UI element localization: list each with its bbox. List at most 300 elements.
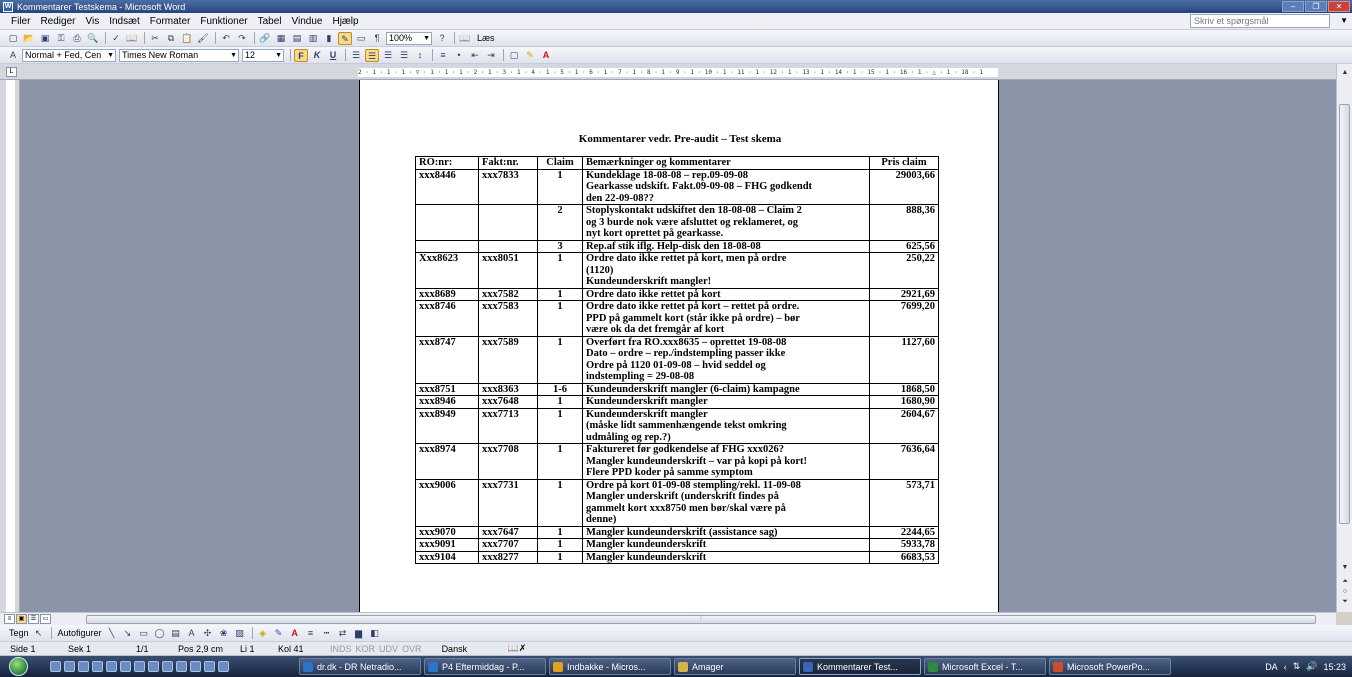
comment-line: Mangler kundeunderskrift (assistance sag) (586, 526, 778, 538)
cell-price[interactable]: 2244,65 (870, 526, 939, 539)
rectangle-icon[interactable]: ▭ (139, 627, 148, 638)
quicklaunch-icon[interactable] (148, 661, 159, 672)
standard-toolbar (0, 30, 1352, 47)
network-icon[interactable]: ⇅ (1292, 661, 1301, 671)
bold-button[interactable]: F (294, 49, 308, 62)
table-row (416, 169, 939, 205)
cell-price[interactable]: 7699,20 (870, 301, 939, 337)
table-row (416, 288, 939, 301)
cell-price[interactable]: 573,71 (870, 479, 939, 526)
help-icon[interactable]: ? (439, 32, 445, 43)
clipart-icon[interactable]: ❀ (219, 627, 228, 638)
taskbar-button[interactable] (924, 658, 1046, 675)
cell-ro[interactable]: xxx8751 (416, 383, 479, 396)
cell-claim[interactable]: 1 (538, 539, 583, 552)
taskbar-button-label: Microsoft Excel - T... (942, 661, 1023, 672)
tray-expand-icon[interactable]: ‹ (1283, 661, 1287, 672)
title-bar (0, 0, 1352, 13)
table-row (416, 383, 939, 396)
status-page: Side 1 (10, 643, 36, 654)
print-layout-icon[interactable]: ▣ (16, 614, 27, 624)
cell-fakt[interactable]: xxx8051 (479, 253, 538, 289)
comment-line: Overført fra RO.xxx8635 – oprettet 19-08-08 (586, 336, 787, 348)
toolbar-separator (252, 627, 253, 639)
tray-clock[interactable]: 15:23 (1323, 661, 1346, 672)
comment-line: Ordre på kort 01-09-08 stempling/rekl. 11-09-08 (586, 479, 801, 491)
cell-price[interactable]: 1680,90 (870, 396, 939, 409)
toolbar-separator (105, 32, 106, 44)
menu-tabel[interactable]: Tabel (257, 15, 282, 27)
taskbar-button[interactable] (424, 658, 546, 675)
cell-comment[interactable] (583, 444, 870, 480)
cell-fakt[interactable]: xxx7648 (479, 396, 538, 409)
cell-comment[interactable] (583, 383, 870, 396)
taskbar-button[interactable] (1049, 658, 1171, 675)
comment-line: nyt kort oprettet på gearkasse. (586, 228, 724, 239)
numbering-icon[interactable]: ≡ (440, 49, 446, 60)
drawing-toolbar (0, 625, 1352, 642)
window-title: Kommentarer Testskema - Microsoft Word (17, 1, 186, 12)
comment-line: Stoplyskontakt udskiftet den 18-08-08 – Claim 2 (586, 205, 802, 216)
comment-line: og 3 burde nok være afsluttet og reklameret, og (586, 216, 799, 228)
print-preview-icon[interactable]: 🔍 (87, 32, 99, 43)
quicklaunch-icon[interactable] (106, 661, 117, 672)
copy-icon[interactable]: ⧉ (167, 32, 175, 43)
menu-filer[interactable]: Filer (11, 15, 31, 27)
cell-ro[interactable] (416, 240, 479, 253)
style-select[interactable] (22, 49, 116, 62)
scroll-thumb[interactable] (1339, 104, 1350, 524)
vertical-scrollbar[interactable] (1336, 64, 1352, 612)
new-document-icon[interactable]: ▢ (8, 32, 18, 43)
status-mode-trk[interactable]: KOR (355, 643, 376, 654)
quicklaunch-icon[interactable] (204, 661, 215, 672)
diagram-icon[interactable]: ✣ (203, 627, 212, 638)
status-column: Kol 41 (278, 643, 304, 654)
menu-vis[interactable]: Vis (85, 15, 100, 27)
ruler-scale: 2 · 1 · 1 · 1 · ▽ · 1 · 1 · 1 · 2 · 1 · 3 · 1 · 4 · 1 · 5 · 1 · 6 · 1 · 7 · 1 · 8 · 1 · 9 · 1 · 10 · 1 · 11 · 1 · 12 · 1 · 13 · 1 · 14 · 1 · 15 · 1 · 16 · 1 · △ · 1 · 18 · 1 (358, 68, 998, 77)
redo-icon[interactable]: ↷ (238, 32, 246, 43)
cell-fakt[interactable]: xxx8363 (479, 383, 538, 396)
font-size-select[interactable] (242, 49, 284, 62)
hyperlink-icon[interactable]: 🔗 (259, 32, 271, 43)
comment-line: Kundeunderskrift mangler (586, 408, 708, 420)
cell-ro[interactable]: xxx8746 (416, 301, 479, 337)
quicklaunch-icon[interactable] (176, 661, 187, 672)
cell-price[interactable]: 625,56 (870, 240, 939, 253)
menu-hjaelp[interactable]: Hjælp (332, 15, 359, 27)
app-icon (553, 662, 563, 672)
cell-comment[interactable] (583, 408, 870, 444)
table-row (416, 336, 939, 383)
cell-fakt[interactable]: xxx7647 (479, 526, 538, 539)
previous-page-icon[interactable]: ⏶ (1342, 578, 1348, 585)
taskbar-button-label: dr.dk - DR Netradio... (317, 661, 402, 672)
toolbar-separator (454, 32, 455, 44)
comment-line: Faktureret før godkendelse af FHG xxx026? (586, 444, 785, 455)
cell-comment[interactable] (583, 526, 870, 539)
cell-fakt[interactable]: xxx7583 (479, 301, 538, 337)
print-icon[interactable]: ⎙ (73, 32, 81, 43)
cell-claim[interactable]: 1 (538, 551, 583, 564)
taskbar-button-label: Indbakke - Micros... (567, 661, 646, 672)
windows-orb-icon (9, 657, 28, 676)
quicklaunch-icon[interactable] (162, 661, 173, 672)
fill-color-icon[interactable]: ◈ (259, 627, 267, 638)
font-color-icon[interactable]: A (542, 49, 550, 60)
quicklaunch-icon[interactable] (120, 661, 131, 672)
status-pages: 1/1 (136, 643, 149, 654)
draw-menu-button[interactable]: Tegn (9, 628, 29, 638)
comment-line: indstempling = 29-08-08 (586, 371, 695, 382)
table-row (416, 240, 939, 253)
wordart-icon[interactable]: A (188, 627, 195, 638)
cell-fakt[interactable] (479, 240, 538, 253)
cell-claim[interactable]: 1 (538, 408, 583, 444)
cell-fakt[interactable]: xxx7833 (479, 169, 538, 205)
app-icon (803, 662, 813, 672)
menu-formater[interactable]: Formater (149, 15, 191, 27)
chevron-down-icon: ▼ (275, 51, 282, 59)
cell-comment[interactable] (583, 288, 870, 301)
cell-price[interactable]: 2921,69 (870, 288, 939, 301)
status-mode-ext[interactable]: UDV (379, 643, 399, 654)
minimize-button[interactable]: – (1282, 1, 1304, 12)
view-buttons (4, 614, 51, 624)
justify-icon[interactable]: ☰ (399, 49, 409, 60)
highlight-icon[interactable]: ✎ (526, 49, 534, 60)
cell-comment[interactable] (583, 240, 870, 253)
quicklaunch-icon[interactable] (64, 661, 75, 672)
header-comments: Bemærkninger og kommentarer (583, 157, 870, 170)
table-row (416, 408, 939, 444)
status-bar (0, 642, 1352, 656)
cell-ro[interactable]: xxx9070 (416, 526, 479, 539)
comment-line: Ordre dato ikke rettet på kort – rettet på ordre. (586, 301, 800, 312)
quicklaunch-icon[interactable] (218, 661, 229, 672)
formatting-toolbar (0, 47, 1352, 64)
table-row (416, 551, 939, 564)
close-button[interactable]: ✕ (1328, 1, 1350, 12)
line-icon[interactable]: ╲ (108, 627, 115, 638)
research-icon[interactable]: 📖 (126, 32, 138, 43)
normal-view-icon[interactable]: ≡ (4, 614, 15, 624)
insert-table-icon[interactable]: ▤ (292, 32, 302, 43)
select-objects-icon[interactable]: ↖ (34, 627, 43, 638)
header-claim: Claim (538, 157, 583, 170)
cell-claim[interactable]: 1 (538, 444, 583, 480)
menu-funktioner[interactable]: Funktioner (200, 15, 248, 27)
line-spacing-icon[interactable]: ↕ (417, 49, 423, 60)
scroll-up-icon[interactable]: ▲ (1341, 69, 1349, 76)
style-value: Normal + Fed, Cen (25, 49, 102, 60)
open-folder-icon[interactable]: 📂 (23, 32, 35, 43)
comment-line: (måske lidt sammenhængende tekst omkring (586, 420, 787, 431)
quicklaunch-icon[interactable] (92, 661, 103, 672)
columns-icon[interactable]: ▮ (326, 32, 332, 43)
comment-line: Mangler kundeunderskrift (586, 551, 707, 563)
comment-line: denne) (586, 514, 617, 525)
line-color-icon[interactable]: ✎ (274, 627, 283, 638)
outline-view-icon[interactable]: ☰ (28, 614, 39, 624)
italic-button[interactable]: K (313, 49, 321, 60)
cell-ro[interactable]: xxx8446 (416, 169, 479, 205)
arrow-icon[interactable]: ↘ (123, 627, 132, 638)
table-row (416, 444, 939, 480)
taskbar-button-label: P4 Eftermiddag - P... (442, 661, 525, 672)
spelling-icon[interactable]: ✓ (112, 32, 120, 43)
cell-price[interactable]: 29003,66 (870, 169, 939, 205)
taskbar-button[interactable] (299, 658, 421, 675)
menu-rediger[interactable]: Rediger (40, 15, 76, 27)
decrease-indent-icon[interactable]: ⇤ (471, 49, 479, 60)
reading-view-icon[interactable]: ▭ (40, 614, 51, 624)
tables-borders-icon[interactable]: ▦ (276, 32, 286, 43)
cell-comment[interactable] (583, 169, 870, 205)
comment-line: Kundeunderskrift mangler! (586, 276, 712, 287)
font-select[interactable] (119, 49, 239, 62)
claims-table[interactable] (415, 156, 939, 564)
cell-comment[interactable] (583, 479, 870, 526)
zoom-select[interactable] (386, 32, 432, 45)
quicklaunch-icon[interactable] (78, 661, 89, 672)
cell-claim[interactable]: 1 (538, 396, 583, 409)
menu-bar (0, 13, 1352, 30)
help-question-box[interactable]: Skriv et spørgsmål (1190, 14, 1330, 28)
cell-comment[interactable] (583, 205, 870, 241)
app-icon (303, 662, 313, 672)
comment-line: (1120) (586, 264, 614, 276)
cell-ro[interactable]: xxx9104 (416, 551, 479, 564)
toolbar-separator (290, 49, 291, 61)
undo-icon[interactable]: ↶ (222, 32, 230, 43)
quick-launch (50, 661, 229, 672)
cell-comment[interactable] (583, 301, 870, 337)
cell-price[interactable]: 5933,78 (870, 539, 939, 552)
toolbar-separator (254, 32, 255, 44)
comment-line: Mangler kundeunderskrift – var på kopi på kort! (586, 455, 808, 467)
cell-price[interactable]: 888,36 (870, 205, 939, 241)
menu-vindue[interactable]: Vindue (291, 15, 323, 27)
taskbar-button-label: Kommentarer Test... (817, 661, 898, 672)
comment-line: Ordre dato ikke rettet på kort, men på ordre (586, 253, 787, 264)
cell-claim[interactable]: 2 (538, 205, 583, 241)
cell-price[interactable]: 2604,67 (870, 408, 939, 444)
volume-icon[interactable]: 🔊 (1306, 661, 1318, 671)
cell-claim[interactable]: 1 (538, 301, 583, 337)
cell-comment[interactable] (583, 551, 870, 564)
align-left-icon[interactable]: ☰ (351, 49, 361, 60)
cell-claim[interactable]: 1 (538, 288, 583, 301)
table-body (416, 169, 939, 564)
comment-line: Kundeunderskrift mangler (6-claim) kampagne (586, 383, 800, 395)
line-style-icon[interactable]: ≡ (307, 627, 314, 638)
quicklaunch-icon[interactable] (190, 661, 201, 672)
chevron-down-icon: ▼ (423, 34, 430, 42)
underline-button[interactable]: U (329, 49, 337, 60)
cell-fakt[interactable] (479, 205, 538, 241)
format-painter-icon[interactable]: 🖌 (197, 32, 209, 43)
taskbar-button[interactable] (799, 658, 921, 675)
ruler-scale (6, 80, 15, 612)
cell-ro[interactable] (416, 205, 479, 241)
comment-line: være ok da det fremgår af kort (586, 324, 725, 335)
comment-line: Kundeunderskrift mangler (586, 396, 708, 407)
cell-fakt[interactable]: xxx8277 (479, 551, 538, 564)
select-browse-object-icon[interactable]: ○ (1342, 588, 1348, 595)
header-ro: RO:nr: (416, 157, 479, 170)
cell-fakt[interactable]: xxx7708 (479, 444, 538, 480)
cell-ro[interactable]: xxx8689 (416, 288, 479, 301)
cell-claim[interactable]: 1 (538, 253, 583, 289)
spelling-status-icon[interactable]: 📖✗ (507, 643, 527, 653)
document-map-icon[interactable]: ▭ (356, 32, 366, 43)
cell-price[interactable]: 6683,53 (870, 551, 939, 564)
cell-fakt[interactable]: xxx7582 (479, 288, 538, 301)
cell-claim[interactable]: 3 (538, 240, 583, 253)
scroll-down-icon[interactable]: ▼ (1341, 564, 1349, 571)
font-size-value: 12 (245, 49, 256, 60)
toolbar-separator (432, 49, 433, 61)
comment-line: Kundeklage 18-08-08 – rep.09-09-08 (586, 169, 748, 181)
3d-icon[interactable]: ◧ (370, 627, 379, 638)
cell-ro[interactable]: xxx9006 (416, 479, 479, 526)
permission-icon[interactable]: ⚿ (57, 32, 65, 43)
picture-icon[interactable]: ▨ (235, 627, 244, 638)
cell-ro[interactable]: xxx8946 (416, 396, 479, 409)
comment-line: Ordre dato ikke rettet på kort (586, 288, 721, 300)
cell-price[interactable]: 7636,64 (870, 444, 939, 480)
cut-icon[interactable]: ✂ (151, 32, 159, 43)
start-button[interactable] (0, 656, 36, 677)
cell-price[interactable]: 1868,50 (870, 383, 939, 396)
status-section: Sek 1 (68, 643, 92, 654)
table-row (416, 301, 939, 337)
read-mode-icon[interactable]: 📖 (459, 32, 471, 43)
cell-ro[interactable]: xxx8747 (416, 336, 479, 383)
status-mode-rec[interactable]: INDS (330, 643, 352, 654)
restore-button[interactable]: ❐ (1305, 1, 1327, 12)
comment-line: Mangler underskrift (underskrift findes på (586, 491, 779, 502)
font-value: Times New Roman (122, 49, 199, 60)
cell-claim[interactable]: 1 (538, 479, 583, 526)
toolbar-separator (503, 49, 504, 61)
table-row (416, 253, 939, 289)
toolbar-separator (51, 627, 52, 639)
oval-icon[interactable]: ◯ (154, 627, 165, 638)
bullets-icon[interactable]: • (457, 49, 461, 60)
comment-line: Flere PPD koder på samme symptom (586, 467, 753, 478)
header-fakt: Fakt:nr. (479, 157, 538, 170)
app-icon (1053, 662, 1063, 672)
drawing-icon[interactable]: ✎ (338, 32, 352, 45)
toolbar-separator (215, 32, 216, 44)
cell-comment[interactable] (583, 336, 870, 383)
document-page[interactable] (359, 80, 999, 612)
tab-selector-icon[interactable]: L (6, 67, 17, 77)
arrow-style-icon[interactable]: ⇄ (338, 627, 347, 638)
cell-price[interactable]: 1127,60 (870, 336, 939, 383)
status-mode-ovr[interactable]: OVR (402, 643, 422, 654)
word-app-icon[interactable]: W (4, 2, 12, 10)
comment-line: Dato – ordre – rep./indstempling passer ikke (586, 348, 786, 359)
cell-claim[interactable]: 1 (538, 336, 583, 383)
save-icon[interactable]: ▣ (40, 32, 50, 43)
horizontal-scrollbar[interactable] (0, 612, 1336, 625)
help-dropdown-icon[interactable]: ▼ (1340, 16, 1348, 25)
vertical-ruler[interactable] (0, 80, 20, 612)
paste-icon[interactable]: 📋 (181, 32, 193, 43)
cell-fakt[interactable]: xxx7731 (479, 479, 538, 526)
increase-indent-icon[interactable]: ⇥ (487, 49, 495, 60)
zoom-value: 100% (389, 32, 413, 43)
status-language[interactable]: Dansk (441, 643, 468, 654)
font-color-icon[interactable]: A (291, 627, 298, 638)
cell-fakt[interactable]: xxx7707 (479, 539, 538, 552)
comment-line: Rep.af stik iflg. Help-disk den 18-08-08 (586, 240, 761, 252)
shadow-icon[interactable]: ▆ (355, 627, 363, 638)
quicklaunch-icon[interactable] (50, 661, 61, 672)
table-row (416, 205, 939, 241)
menu-indsaet[interactable]: Indsæt (109, 15, 140, 27)
app-icon (928, 662, 938, 672)
header-price: Pris claim (870, 157, 939, 170)
cell-ro[interactable]: xxx9091 (416, 539, 479, 552)
app-icon (678, 662, 688, 672)
textbox-icon[interactable]: ▤ (171, 627, 180, 638)
cell-fakt[interactable]: xxx7713 (479, 408, 538, 444)
cell-fakt[interactable]: xxx7589 (479, 336, 538, 383)
taskbar-button[interactable] (549, 658, 671, 675)
cell-ro[interactable]: xxx8949 (416, 408, 479, 444)
insert-excel-icon[interactable]: ▥ (308, 32, 318, 43)
taskbar-button-label: Amager (692, 661, 724, 672)
task-list (299, 658, 1171, 675)
styles-formatting-icon[interactable]: A (9, 49, 16, 60)
comment-line: udmåling og rep.?) (586, 431, 671, 443)
next-page-icon[interactable]: ⏷ (1342, 598, 1348, 605)
comment-line: PPD på gammelt kort (står ikke på ordre) – bør (586, 312, 800, 324)
borders-icon[interactable]: ▢ (509, 49, 519, 60)
cell-ro[interactable]: Xxx8623 (416, 253, 479, 289)
cell-comment[interactable] (583, 396, 870, 409)
comment-line: Mangler kundeunderskrift (586, 539, 707, 550)
scroll-thumb[interactable]: ⋮ (86, 615, 1316, 624)
comment-line: gammelt kort xxx8750 men bør/skal være på (586, 502, 786, 514)
cell-price[interactable]: 250,22 (870, 253, 939, 289)
dash-style-icon[interactable]: ┅ (323, 627, 330, 638)
align-center-icon[interactable]: ☰ (365, 49, 379, 62)
quicklaunch-icon[interactable] (134, 661, 145, 672)
comment-line: Ordre på 1120 01-09-08 – hvid seddel og (586, 359, 766, 371)
cell-comment[interactable] (583, 539, 870, 552)
taskbar-button[interactable] (674, 658, 796, 675)
cell-ro[interactable]: xxx8974 (416, 444, 479, 480)
read-mode-button[interactable]: Læs (477, 33, 495, 43)
system-tray (1265, 656, 1346, 677)
cell-claim[interactable]: 1 (538, 526, 583, 539)
show-hide-icon[interactable]: ¶ (374, 32, 380, 43)
align-right-icon[interactable]: ☰ (383, 49, 393, 60)
cell-claim[interactable]: 1-6 (538, 383, 583, 396)
tray-language[interactable]: DA (1265, 661, 1278, 672)
cell-comment[interactable] (583, 253, 870, 289)
document-area[interactable] (20, 80, 1336, 612)
horizontal-ruler[interactable] (0, 64, 1352, 80)
cell-claim[interactable]: 1 (538, 169, 583, 205)
taskbar (0, 656, 1352, 677)
autoshapes-menu-button[interactable]: Autofigurer (57, 628, 102, 638)
